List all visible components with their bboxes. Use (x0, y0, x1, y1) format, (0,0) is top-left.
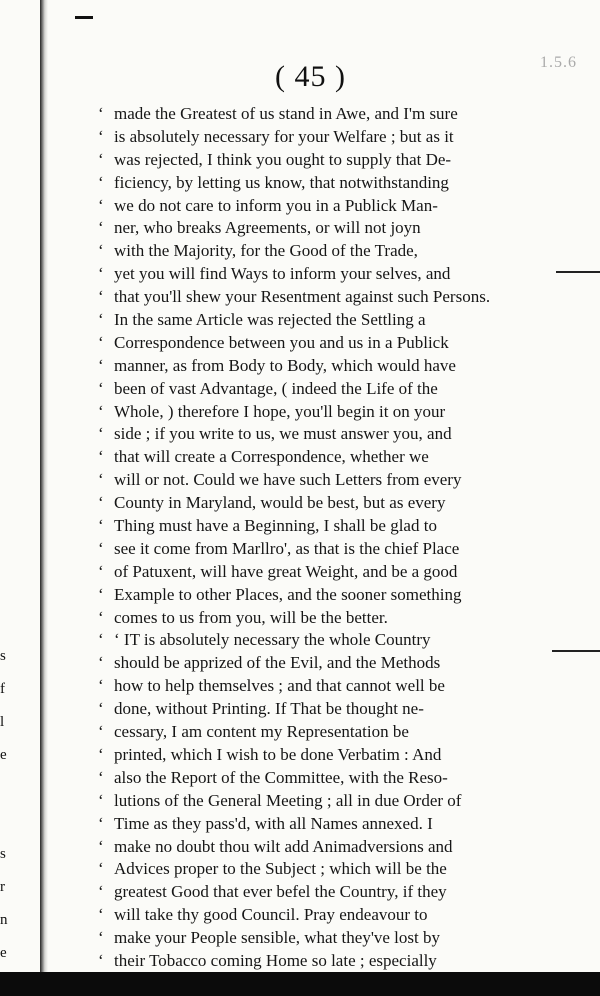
margin-fragment: e (0, 747, 7, 763)
quote-mark: ‘ (98, 424, 104, 444)
text-line (98, 629, 558, 652)
text-line (98, 172, 558, 195)
line-text: their Tobacco coming Home so late ; especially (114, 950, 437, 970)
line-text: how to help themselves ; and that cannot well be (114, 676, 445, 696)
line-text: Whole, ) therefore I hope, you'll begin it on your (114, 401, 446, 421)
quote-mark: ‘ (98, 928, 104, 948)
line-text: printed, which I wish to be done Verbatim : And (114, 744, 442, 764)
top-mark (75, 16, 93, 19)
text-line (98, 881, 558, 904)
text-line (98, 904, 558, 927)
line-text: side ; if you write to us, we must answer you, and (114, 424, 452, 444)
text-line (98, 492, 558, 515)
quote-mark: ‘ (98, 813, 104, 833)
quote-mark: ‘ (98, 264, 104, 284)
line-text: make no doubt thou wilt add Animadversions and (114, 836, 453, 856)
line-text: comes to us from you, will be the better. (114, 607, 388, 627)
margin-rule (556, 271, 600, 273)
quote-mark: ‘ (98, 378, 104, 398)
page-number: ( 45 ) (275, 60, 346, 93)
text-line (98, 469, 558, 492)
margin-rule (552, 650, 600, 652)
quote-mark: ‘ (98, 195, 104, 215)
text-line (98, 217, 558, 240)
text-line (98, 767, 558, 790)
quote-mark: ‘ (98, 790, 104, 810)
line-text: with the Majority, for the Good of the Trade, (114, 241, 418, 261)
text-line (98, 584, 558, 607)
quote-mark: ‘ (98, 149, 104, 169)
quote-mark: ‘ (98, 905, 104, 925)
quote-mark: ‘ (98, 447, 104, 467)
line-text: made the Greatest of us stand in Awe, and I'm sure (114, 104, 458, 123)
line-text: yet you will find Ways to inform your selves, and (114, 264, 451, 284)
line-text: we do not care to inform you in a Publick Man- (114, 195, 438, 215)
quote-mark: ‘ (98, 310, 104, 330)
line-text: of Patuxent, will have great Weight, and be a good (114, 561, 458, 581)
text-line (98, 675, 558, 698)
quote-mark: ‘ (98, 699, 104, 719)
corner-annotation: 1.5.6 (540, 54, 577, 71)
quote-mark: ‘ (98, 882, 104, 902)
binding-shadow (40, 0, 48, 972)
line-text: Example to other Places, and the sooner something (114, 584, 462, 604)
text-line (98, 309, 558, 332)
text-line (98, 126, 558, 149)
line-text: County in Maryland, would be best, but as every (114, 493, 446, 513)
quote-mark: ‘ (98, 630, 104, 650)
margin-fragment: s (0, 648, 6, 664)
body-text (98, 103, 558, 996)
text-line (98, 721, 558, 744)
line-text: been of vast Advantage, ( indeed the Life of the (114, 378, 438, 398)
line-text: should be apprized of the Evil, and the Methods (114, 653, 441, 673)
line-text: was rejected, I think you ought to supply that De- (114, 149, 452, 169)
text-line (98, 950, 558, 973)
text-line (98, 790, 558, 813)
line-text: cessary, I am content my Representation be (114, 722, 409, 742)
text-line (98, 355, 558, 378)
text-line (98, 813, 558, 836)
quote-mark: ‘ (98, 493, 104, 513)
text-line (98, 103, 558, 126)
margin-fragment: r (0, 879, 5, 895)
line-text: see it come from Marllro', as that is the chief Place (114, 538, 460, 558)
text-line (98, 149, 558, 172)
text-line (98, 240, 558, 263)
text-line (98, 607, 558, 630)
left-margin-fragments (0, 640, 14, 996)
quote-mark: ‘ (98, 104, 104, 123)
line-text: greatest Good that ever befel the Country, if they (114, 882, 447, 902)
text-line (98, 446, 558, 469)
text-line (98, 378, 558, 401)
quote-mark: ‘ (98, 744, 104, 764)
quote-mark: ‘ (98, 516, 104, 536)
text-line (98, 744, 558, 767)
quote-mark: ‘ (98, 836, 104, 856)
text-line (98, 263, 558, 286)
text-line (98, 286, 558, 309)
quote-mark: ‘ (98, 950, 104, 970)
quote-mark: ‘ (98, 401, 104, 421)
text-line (98, 561, 558, 584)
line-text: Advices proper to the Subject ; which will be the (114, 859, 447, 879)
quote-mark: ‘ (98, 470, 104, 490)
text-line (98, 858, 558, 881)
quote-mark: ‘ (98, 584, 104, 604)
quote-mark: ‘ (98, 767, 104, 787)
quote-mark: ‘ (98, 607, 104, 627)
quote-mark: ‘ (98, 538, 104, 558)
text-line (98, 538, 558, 561)
scan-edge (0, 972, 600, 996)
quote-mark: ‘ (98, 722, 104, 742)
line-text: lutions of the General Meeting ; all in due Order of (114, 790, 462, 810)
line-text: will take thy good Council. Pray endeavour to (114, 905, 428, 925)
line-text: In the same Article was rejected the Settling a (114, 310, 426, 330)
line-text: make your People sensible, what they've lost by (114, 928, 440, 948)
line-text: ner, who breaks Agreements, or will not joyn (114, 218, 421, 238)
line-text: ficiency, by letting us know, that notwithstanding (114, 172, 449, 192)
quote-mark: ‘ (98, 676, 104, 696)
quote-mark: ‘ (98, 859, 104, 879)
line-text: manner, as from Body to Body, which would have (114, 355, 456, 375)
text-line (98, 195, 558, 218)
margin-fragment: s (0, 846, 6, 862)
text-line (98, 652, 558, 675)
text-line (98, 423, 558, 446)
quote-mark: ‘ (98, 172, 104, 192)
margin-fragment: f (0, 681, 5, 697)
text-line (98, 401, 558, 424)
line-text: ‘ IT is absolutely necessary the whole Country (114, 630, 431, 650)
margin-fragment: n (0, 912, 8, 928)
quote-mark: ‘ (98, 355, 104, 375)
line-text: will or not. Could we have such Letters from every (114, 470, 462, 490)
line-text: Time as they pass'd, with all Names annexed. I (114, 813, 433, 833)
quote-mark: ‘ (98, 653, 104, 673)
line-text: Correspondence between you and us in a Publick (114, 332, 449, 352)
text-line (98, 836, 558, 859)
line-text: is absolutely necessary for your Welfare ; but as it (114, 126, 454, 146)
line-text: that you'll shew your Resentment against such Persons. (114, 287, 491, 307)
quote-mark: ‘ (98, 241, 104, 261)
line-text: done, without Printing. If That be thought ne- (114, 699, 424, 719)
text-line (98, 515, 558, 538)
line-text: Thing must have a Beginning, I shall be glad to (114, 516, 437, 536)
text-line (98, 927, 558, 950)
margin-fragment: l (0, 714, 5, 730)
margin-fragment: e (0, 945, 7, 961)
quote-mark: ‘ (98, 332, 104, 352)
quote-mark: ‘ (98, 218, 104, 238)
margin-fragment (0, 772, 14, 805)
quote-mark: ‘ (98, 561, 104, 581)
line-text: that will create a Correspondence, whether we (114, 447, 429, 467)
text-line (98, 332, 558, 355)
margin-fragment (0, 805, 14, 838)
line-text: also the Report of the Committee, with the Reso- (114, 767, 448, 787)
quote-mark: ‘ (98, 126, 104, 146)
quote-mark: ‘ (98, 287, 104, 307)
text-line (98, 698, 558, 721)
